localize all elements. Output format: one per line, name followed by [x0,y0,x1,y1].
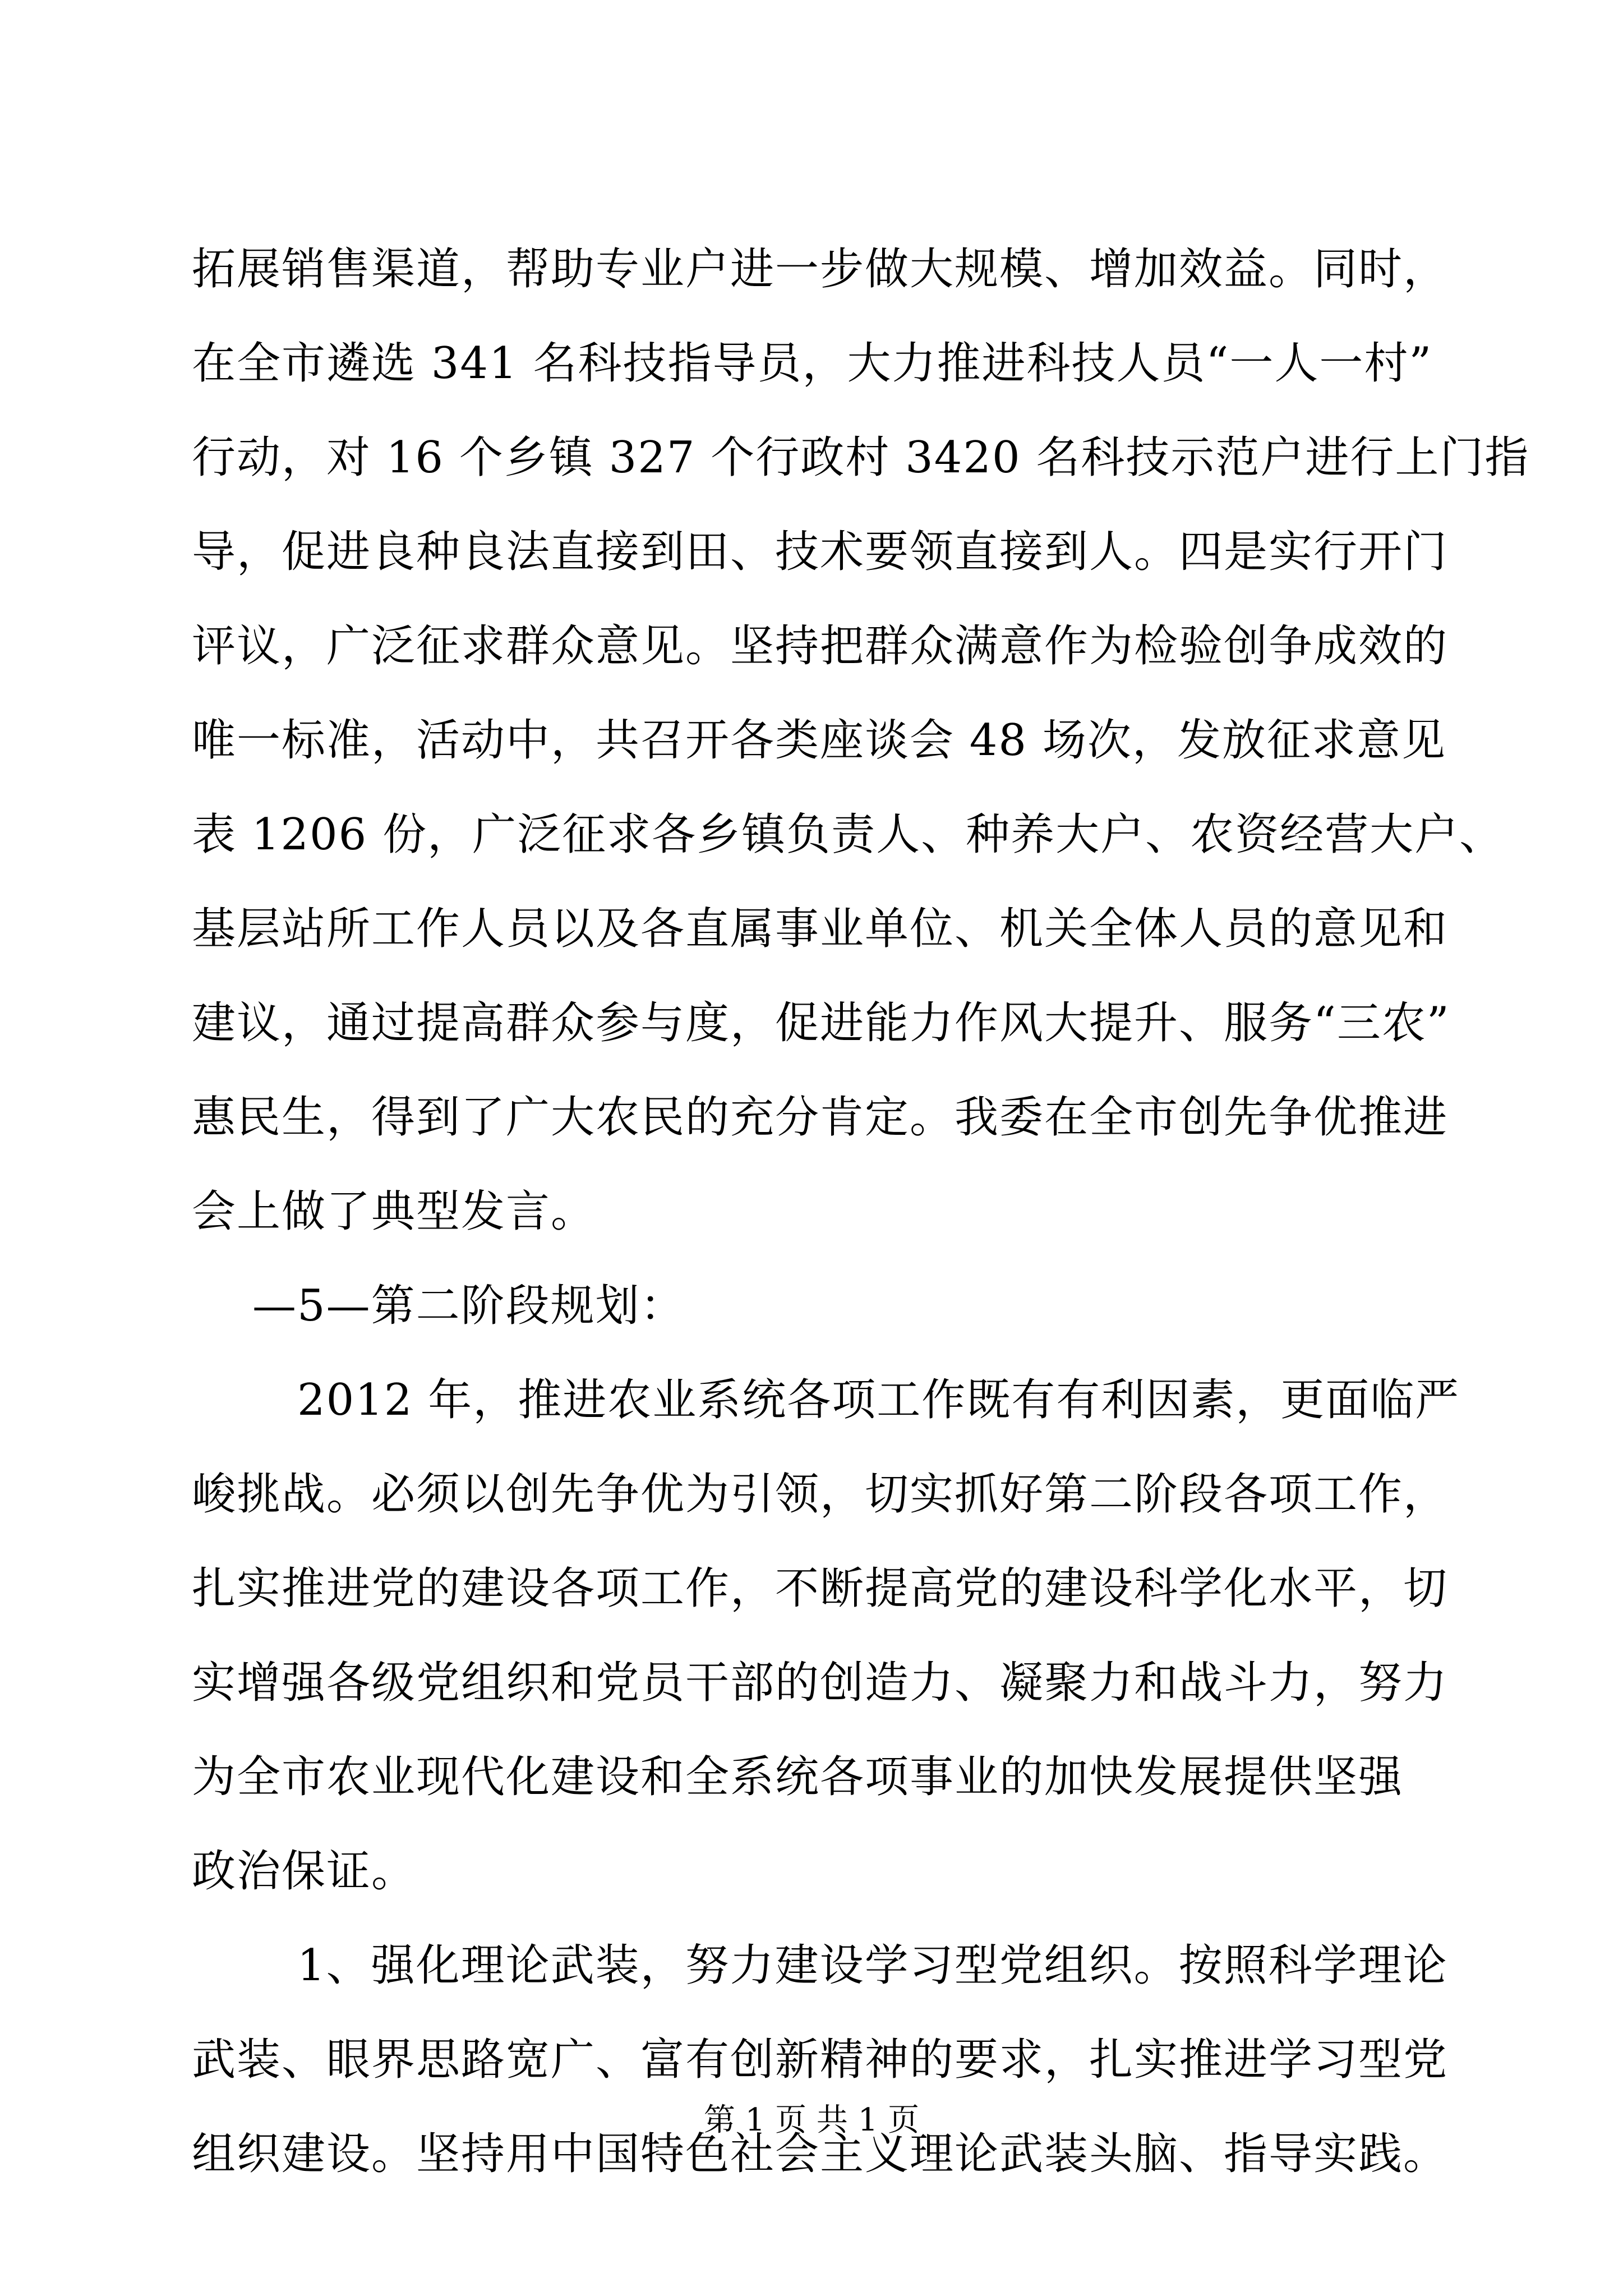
text-line: 1、强化理论武装，努力建设学习型党组织。按照科学理论 [297,1940,1448,1991]
text-line: 为全市农业现代化建设和全系统各项事业的加快发展提供坚强 [192,1752,1404,1802]
text-line: 基层站所工作人员以及各直属事业单位、机关全体人员的意见和 [192,904,1449,954]
text-line: 表 1206 份，广泛征求各乡镇负责人、种养大户、农资经营大户、 [192,809,1505,860]
text-line: 行动，对 16 个乡镇 327 个行政村 3420 名科技示范户进行上门指 [192,432,1530,483]
section-heading: —5—第二阶段规划： [252,1281,685,1331]
text-line: 在全市遴选 341 名科技指导员，大力推进科技人员“一人一村” [192,338,1433,389]
text-line: 政治保证。 [192,1846,417,1897]
text-line: 评议，广泛征求群众意见。坚持把群众满意作为检验创争成效的 [192,621,1449,671]
text-line: 会上做了典型发言。 [192,1186,596,1237]
text-line: 惠民生，得到了广大农民的充分肯定。我委在全市创先争优推进 [192,1092,1449,1143]
page-number: 第 1 页 共 1 页 [703,2102,920,2138]
text-line: 建议，通过提高群众参与度，促进能力作风大提升、服务“三农” [192,998,1450,1048]
text-line: 扎实推进党的建设各项工作，不断提高党的建设科学化水平，切 [192,1563,1449,1614]
text-line: 拓展销售渠道，帮助专业户进一步做大规模、增加效益。同时， [192,244,1449,295]
text-line: 峻挑战。必须以创先争优为引领，切实抓好第二阶段各项工作， [192,1469,1449,1520]
page-footer [0,2101,1623,2140]
text-line: 2012 年，推进农业系统各项工作既有有利因素，更面临严 [297,1375,1460,1425]
text-line: 武装、眼界思路宽广、富有创新精神的要求，扎实推进学习型党 [192,2035,1449,2085]
text-line: 组织建设。坚持用中国特色社会主义理论武装头脑、指导实践。 [192,2129,1449,2179]
text-line: 导，促进良种良法直接到田、技术要领直接到人。四是实行开门 [192,527,1449,577]
text-line: 唯一标准，活动中，共召开各类座谈会 48 场次，发放征求意见 [192,715,1446,766]
text-line: 实增强各级党组织和党员干部的创造力、凝聚力和战斗力，努力 [192,1658,1449,1708]
